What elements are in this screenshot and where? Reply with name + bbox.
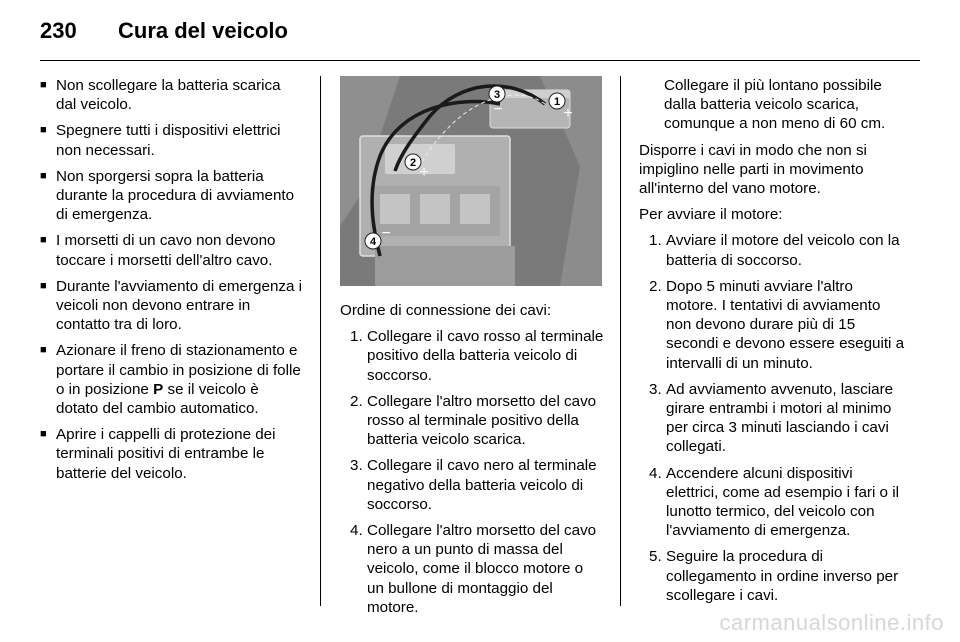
step-number: 1. xyxy=(350,328,363,346)
left-column xyxy=(40,76,304,490)
list-item xyxy=(639,464,905,541)
page-number: 230 xyxy=(40,18,77,43)
step-text: Collegare il cavo rosso al terminale positivo della batteria veicolo di soccorso. xyxy=(367,328,604,384)
list-item: ■ Spegnere tutti i dispositivi elettrici non necessari. xyxy=(40,121,304,159)
step-text: Accendere alcuni dispositivi elettrici, come ad esempio i fari o il lunotto termico, del veicolo con l'avviamento di emergenza. xyxy=(666,464,899,540)
list-item xyxy=(340,327,604,385)
svg-text:1: 1 xyxy=(553,96,561,108)
step-number: 2. xyxy=(350,392,363,410)
step-text: Avviare il motore del veicolo con la batteria di soccorso. xyxy=(666,232,900,269)
svg-text:3: 3 xyxy=(493,89,501,101)
step-text: Dopo 5 minuti avviare l'altro motore. I tentativi di avviamento non devono durare più di 15 secondi e devono essere eseguiti a intervalli di un minuto. xyxy=(666,277,905,372)
bullet-text: se il veicolo è dotato del cambio automatico. xyxy=(56,380,259,418)
step-number: 5. xyxy=(649,548,662,566)
continued-text: Collegare il più lontano possibile dalla batteria veicolo scarica, comunque a non meno di 60 cm. xyxy=(664,77,886,133)
list-item xyxy=(639,231,905,269)
step-number: 2. xyxy=(649,277,662,295)
start-steps xyxy=(639,231,905,605)
list-item: ■ Aprire i cappelli di protezione dei terminali positivi di entrambe le batterie del veicolo. xyxy=(40,425,304,483)
right-column xyxy=(639,76,905,612)
list-item: ■ I morsetti di un cavo non devono toccare i morsetti dell'altro cavo. xyxy=(40,231,304,269)
list-item xyxy=(40,341,304,418)
header-rule xyxy=(40,60,920,61)
step-number: 1. xyxy=(649,232,662,250)
step-number: 4. xyxy=(350,522,363,540)
svg-text:4: 4 xyxy=(369,236,377,248)
step-text: Collegare l'altro morsetto del cavo nero a un punto di massa del veicolo, come il blocco motore o un bullone di montaggio del motore. xyxy=(367,522,597,616)
step-text: Seguire la procedura di collegamento in ordine inverso per scollegare i cavi. xyxy=(666,548,899,604)
list-item: ■ Durante l'avviamento di emergenza i veicoli non devono entrare in contatto tra di loro. xyxy=(40,277,304,335)
svg-text:−: − xyxy=(493,101,503,118)
step-number: 4. xyxy=(649,464,662,482)
list-item xyxy=(639,547,905,605)
page-title: Cura del veicolo xyxy=(118,18,288,43)
list-item xyxy=(340,456,604,514)
list-item xyxy=(340,392,604,450)
step-text: Collegare l'altro morsetto del cavo rosso al terminale positivo della batteria veicolo scarica. xyxy=(367,392,597,449)
precautions-list xyxy=(40,76,304,483)
bullet-text: Azionare il freno di stazionamento e portare il cambio in posizione di folle o in posizione xyxy=(56,342,301,398)
list-item: ■ Non scollegare la batteria scarica dal veicolo. xyxy=(40,76,304,114)
list-item: ■ Non sporgersi sopra la batteria durante la procedura di avviamento di emergenza. xyxy=(40,167,304,225)
svg-text:−: − xyxy=(381,225,391,242)
list-item xyxy=(639,277,905,373)
paragraph: Disporre i cavi in modo che non si impiglino nelle parti in movimento all'interno del vano motore. xyxy=(639,141,867,198)
column-divider xyxy=(320,76,321,606)
svg-text:+: + xyxy=(419,164,429,181)
step-text: Ad avviamento avvenuto, lasciare girare entrambi i motori al minimo per circa 3 minuti lasciando i cavi collegati. xyxy=(666,380,894,456)
paragraph: Per avviare il motore: xyxy=(639,206,783,224)
gear-position-label: P xyxy=(153,380,164,398)
column-divider xyxy=(620,76,621,606)
list-item xyxy=(639,380,905,457)
connection-steps xyxy=(340,327,604,617)
svg-text:+: + xyxy=(563,105,573,122)
step-number: 3. xyxy=(649,380,662,398)
connection-order-intro: Ordine di connessione dei cavi: xyxy=(340,302,552,319)
jump-start-illustration xyxy=(340,76,602,286)
step-number: 3. xyxy=(350,457,363,475)
middle-column xyxy=(340,76,604,624)
svg-text:2: 2 xyxy=(409,157,417,169)
page-header xyxy=(40,14,920,54)
step-text: Collegare il cavo nero al terminale negativo della batteria veicolo di soccorso. xyxy=(367,457,597,513)
engine-bay-drawing xyxy=(340,76,602,286)
watermark: carmanualsonline.info xyxy=(719,610,944,635)
list-item xyxy=(340,521,604,617)
